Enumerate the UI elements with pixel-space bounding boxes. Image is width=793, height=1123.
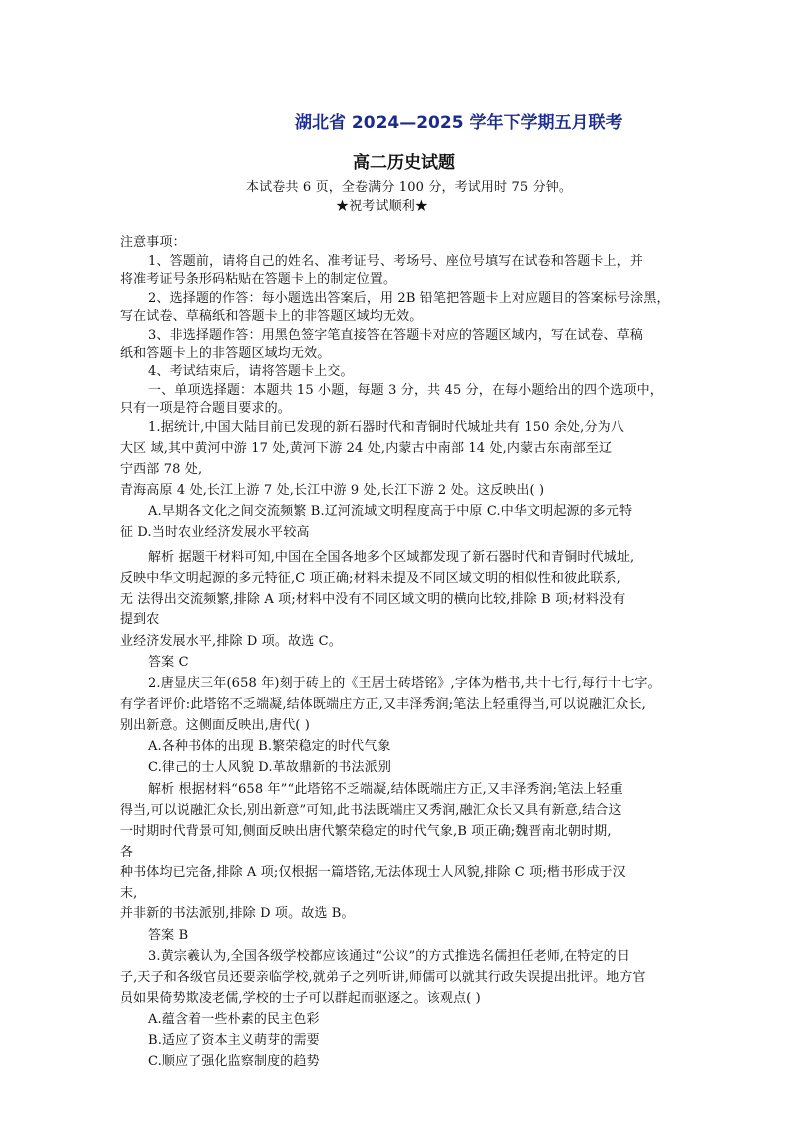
q2-analysis: 解析 根据材料“658 年”“此塔铭不乏端凝,结体既端庄方正,又丰泽秀润;笔法上轻重: [148, 782, 623, 797]
q3-stem: 3.黄宗羲认为,全国各级学校都应该通过“公议”的方式推选名儒担任老师,在特定的日: [148, 949, 630, 964]
notes-line: 3、非选择题作答：用黑色签字笔直接答在答题卡对应的答题区域内，写在试卷、草稿: [148, 328, 643, 343]
q2-stem: 有学者评价:此塔铭不乏端凝,结体既端庄方正,又丰泽秀润;笔法上轻重得当,可以说融汇众长,: [120, 697, 646, 712]
q1-stem: 宁西部 78 处,: [120, 462, 203, 477]
q2-answer: 答案 B: [148, 928, 189, 943]
notes-heading: 注意事项：: [120, 235, 186, 250]
paper-title: 高二历史试题: [353, 153, 455, 173]
q2-analysis: 并非新的书法派别,排除 D 项。故选 B。: [120, 906, 355, 921]
q3-option-c: C.顺应了强化监察制度的趋势: [148, 1054, 320, 1069]
q1-options: 征 D.当时农业经济发展水平较高: [120, 525, 310, 540]
q2-analysis: 得当,可以说融汇众长,别出新意”可知,此书法既端庄又秀润,融汇众长又具有新意,结合这: [120, 803, 622, 818]
q1-analysis: 无 法得出交流频繁,排除 A 项;材料中没有不同区域文明的横向比较,排除 B 项;材料没有: [120, 592, 626, 607]
q2-options: C.律己的士人风貌 D.革故鼎新的书法派别: [148, 760, 391, 775]
q1-analysis: 解析 据题干材料可知,中国在全国各地多个区域都发现了新石器时代和青铜时代城址,: [148, 550, 635, 565]
q2-stem: 2.唐显庆三年(658 年)刻于砖上的《王居士砖塔铭》,字体为楷书,共十七行,每行十七字。: [148, 676, 661, 691]
q2-analysis: 一时期时代背景可知,侧面反映出唐代繁荣稳定的时代气象,B 项正确;魏晋南北朝时期,: [120, 824, 612, 839]
q2-stem: 别出新意。这侧面反映出,唐代( ): [120, 718, 310, 733]
exam-title: 湖北省 2024—2025 学年下学期五月联考: [295, 113, 623, 133]
notes-line: 1、答题前，请将自己的姓名、准考证号、考场号、座位号填写在试卷和答题卡上，并: [148, 254, 643, 269]
q2-options: A.各种书体的出现 B.繁荣稳定的时代气象: [148, 739, 391, 754]
notes-line: 纸和答题卡上的非答题区域均无效。: [120, 346, 331, 361]
q2-analysis: 各: [120, 845, 134, 860]
notes-line: 写在试卷、草稿纸和答题卡上的非答题区域均无效。: [120, 309, 423, 324]
q3-stem: 子,天子和各级官员还要亲临学校,就弟子之列听讲,师儒可以就其行政失误提出批评。地方官: [120, 970, 646, 985]
good-luck-wish: ★祝考试顺利★: [336, 199, 429, 214]
q2-analysis: 末,: [120, 886, 138, 901]
q1-stem: 大区 域,其中黄河中游 17 处,黄河下游 24 处,内蒙古中南部 14 处,内蒙古东南部至辽: [120, 441, 613, 456]
q2-analysis: 种书体均已完备,排除 A 项;仅根据一篇塔铭,无法体现士人风貌,排除 C 项;楷书形成于汉: [120, 865, 626, 880]
exam-info: 本试卷共 6 页，全卷满分 100 分，考试用时 75 分钟。: [246, 180, 573, 195]
q3-option-a: A.蕴含着一些朴素的民主色彩: [148, 1012, 320, 1027]
notes-line: 将准考证号条形码粘贴在答题卡上的制定位置。: [120, 272, 397, 287]
q1-answer: 答案 C: [148, 655, 189, 670]
notes-line: 4、考试结束后，请将答题卡上交。: [148, 364, 354, 379]
q1-stem: 青海高原 4 处,长江上游 7 处,长江中游 9 处,长江下游 2 处。这反映出( ): [120, 483, 545, 498]
section-heading: 只有一项是符合题目要求的。: [120, 401, 291, 416]
q1-analysis: 业经济发展水平,排除 D 项。故选 C。: [120, 634, 342, 649]
q1-analysis: 提到农: [120, 612, 160, 627]
q3-option-b: B.适应了资本主义萌芽的需要: [148, 1033, 320, 1048]
section-heading: 一、单项选择题：本题共 15 小题，每题 3 分，共 45 分，在每小题给出的四个选项中，: [148, 383, 663, 398]
q1-options: A.早期各文化之间交流频繁 B.辽河流域文明程度高于中原 C.中华文明起源的多元特: [148, 504, 633, 519]
q1-stem: 1.据统计,中国大陆目前已发现的新石器时代和青铜时代城址共有 150 余处,分为八: [148, 420, 624, 435]
q3-stem: 员如果倚势欺凌老儒,学校的士子可以群起而驱逐之。该观点( ): [120, 991, 481, 1006]
q1-analysis: 反映中华文明起源的多元特征,C 项正确;材料未提及不同区域文明的相似性和彼此联系,: [120, 571, 621, 586]
notes-line: 2、选择题的作答：每小题选出答案后，用 2B 铅笔把答题卡上对应题目的答案标号涂黑，: [148, 291, 670, 306]
